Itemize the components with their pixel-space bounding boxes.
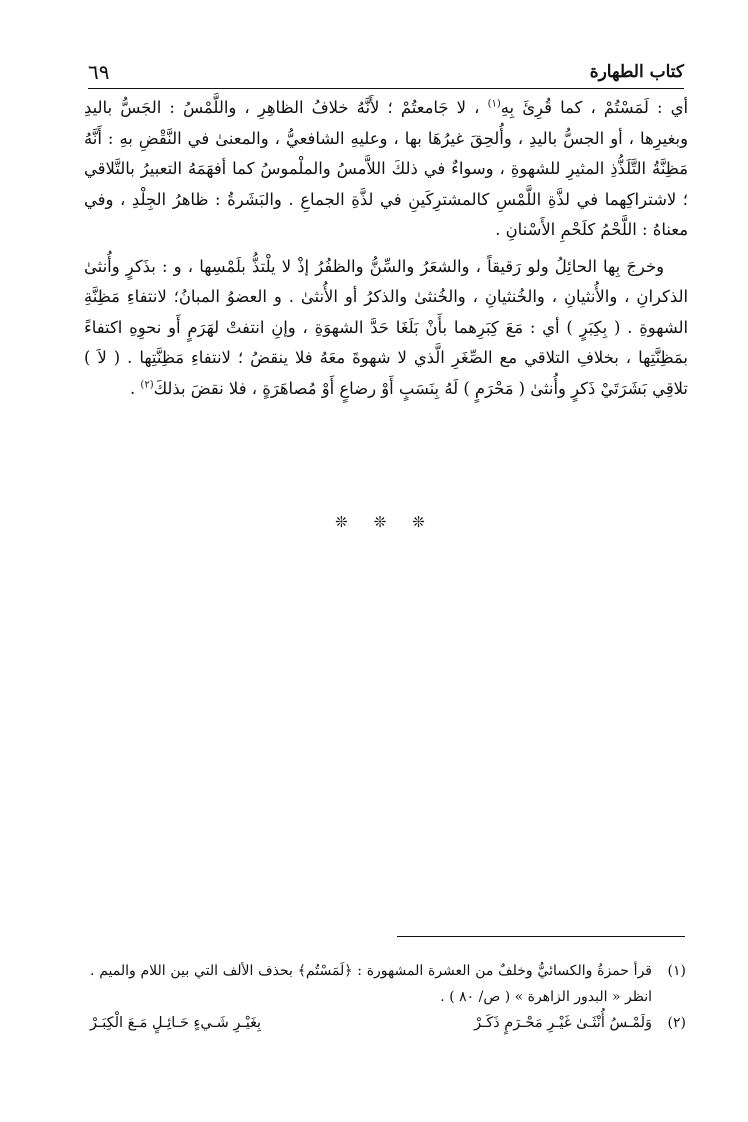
verse-hemistich-1: وَلَمْـسُ أُنْثَـىٰ غَيْـرِ مَحْـرَمٍ ذَكَـرْ bbox=[474, 1015, 652, 1031]
footnote-separator bbox=[397, 936, 685, 937]
chapter-title: كتاب الطهارة bbox=[589, 62, 684, 82]
section-divider bbox=[280, 512, 480, 532]
verse-hemistich-2: بِغَيْـرِ شَـيءٍ حَـائِـلٍ مَـعَ الْكِبَـرْ bbox=[90, 1015, 262, 1031]
footnote-2 bbox=[90, 1010, 686, 1036]
page-number: ٦٩ bbox=[88, 60, 110, 84]
asterism-3: ❊ bbox=[335, 513, 348, 531]
paragraph-1-text-a: أي : لَمَسْتُمْ ، كما قُرِئَ بِهِ bbox=[500, 98, 689, 117]
paragraph-2 bbox=[84, 252, 688, 405]
asterism-2: ❊ bbox=[373, 513, 387, 531]
footnote-ref-2: (٢) bbox=[140, 379, 154, 391]
paragraph-1 bbox=[84, 93, 688, 246]
running-header bbox=[88, 52, 684, 89]
main-text bbox=[84, 93, 688, 404]
footnote-number: (٢) bbox=[667, 1015, 686, 1031]
footnote-number: (١) bbox=[667, 963, 686, 979]
footnote-text: قرأ حمزةُ والكسائيُّ وخلفٌ من العشرة المشهورة : ﴿لَمَسْتُم﴾ بحذف الألف التي بين اللام والميم . انظر « البدور الزاهرة » ( ص/ ٨٠ ) . bbox=[90, 963, 652, 1005]
footnote-1 bbox=[90, 958, 686, 1010]
asterism-1: ❊ bbox=[412, 513, 425, 531]
paragraph-1-text-b: ، لا جَامعتُمْ ؛ لأَنَّهُ خلافُ الظاهِرِ ، واللَّمْسُ : الجَسُّ باليدِ وبغيرِها ، أو الجسُّ باليدِ ، وأُلحِقَ غيرُهَا بها ، وعليهِ الشافعيُّ ، والمعنىٰ في النَّقْضِ بهِ : أَنَّهُ مَظِنَّةُ التَّلَذُّذِ المثيرِ للشهوةِ ، وسواءٌ في ذلكَ اللاَّمسُ والملْموسُ كما أفهَمَهُ التعبيرُ بالتَّلاقي ؛ لاشتراكِهما في لذَّةِ اللَّمْسِ كالمشترِكَينِ في لذَّةِ الجماعِ . والبَشَرةُ : ظاهرُ الجِلْدِ ، وفي معناهُ : اللَّحْمُ كلَحْمِ الأَسْنانِ . bbox=[84, 98, 688, 239]
verse-line bbox=[90, 1010, 652, 1036]
paragraph-2-text-a: وخرجَ بِها الحائِلُ ولو رَقيقاً ، والشعَرُ والسِّنُّ والظفُرُ إذْ لا يلْتذُّ بلَمْسِها ، و : بذَكرٍ وأُنثىٰ الذكرانِ ، والأُنثيانِ ، والخُنثيانِ ، والخُنثىٰ والذكرُ أو الأُنثىٰ . و العضوُ المبانُ؛ لانتفاءِ مَظِنَّةِ الشهوةِ . ( بِكِبَرٍ ) أي : مَعَ كِبَرِهما بأَنْ بَلَغَا حَدَّ الشهوَةِ ، وإنِ انتفتْ لهَرَمٍ أَو نحوِهِ اكتفاءً بمَظِنَّتِها ، بخلافِ التلاقي مع الصِّغَرِ الَّذي لا شهوةَ معَهُ فلا ينقضُ ؛ لانتفاءِ مَظِنَّتِها . ( لاَ ) تلاقِي بَشَرَتَيْ ذَكرٍ وأُنثىٰ ( مَحْرَمٍ ) لَهُ بِنَسَبٍ أَوْ رضاعٍ أَوْ مُصاهَرَةٍ ، فلا نقضَ بذلكَ bbox=[84, 256, 688, 398]
paragraph-2-text-b: . bbox=[129, 378, 141, 398]
footnotes bbox=[90, 958, 686, 1036]
footnote-ref-1: (١) bbox=[487, 98, 501, 110]
